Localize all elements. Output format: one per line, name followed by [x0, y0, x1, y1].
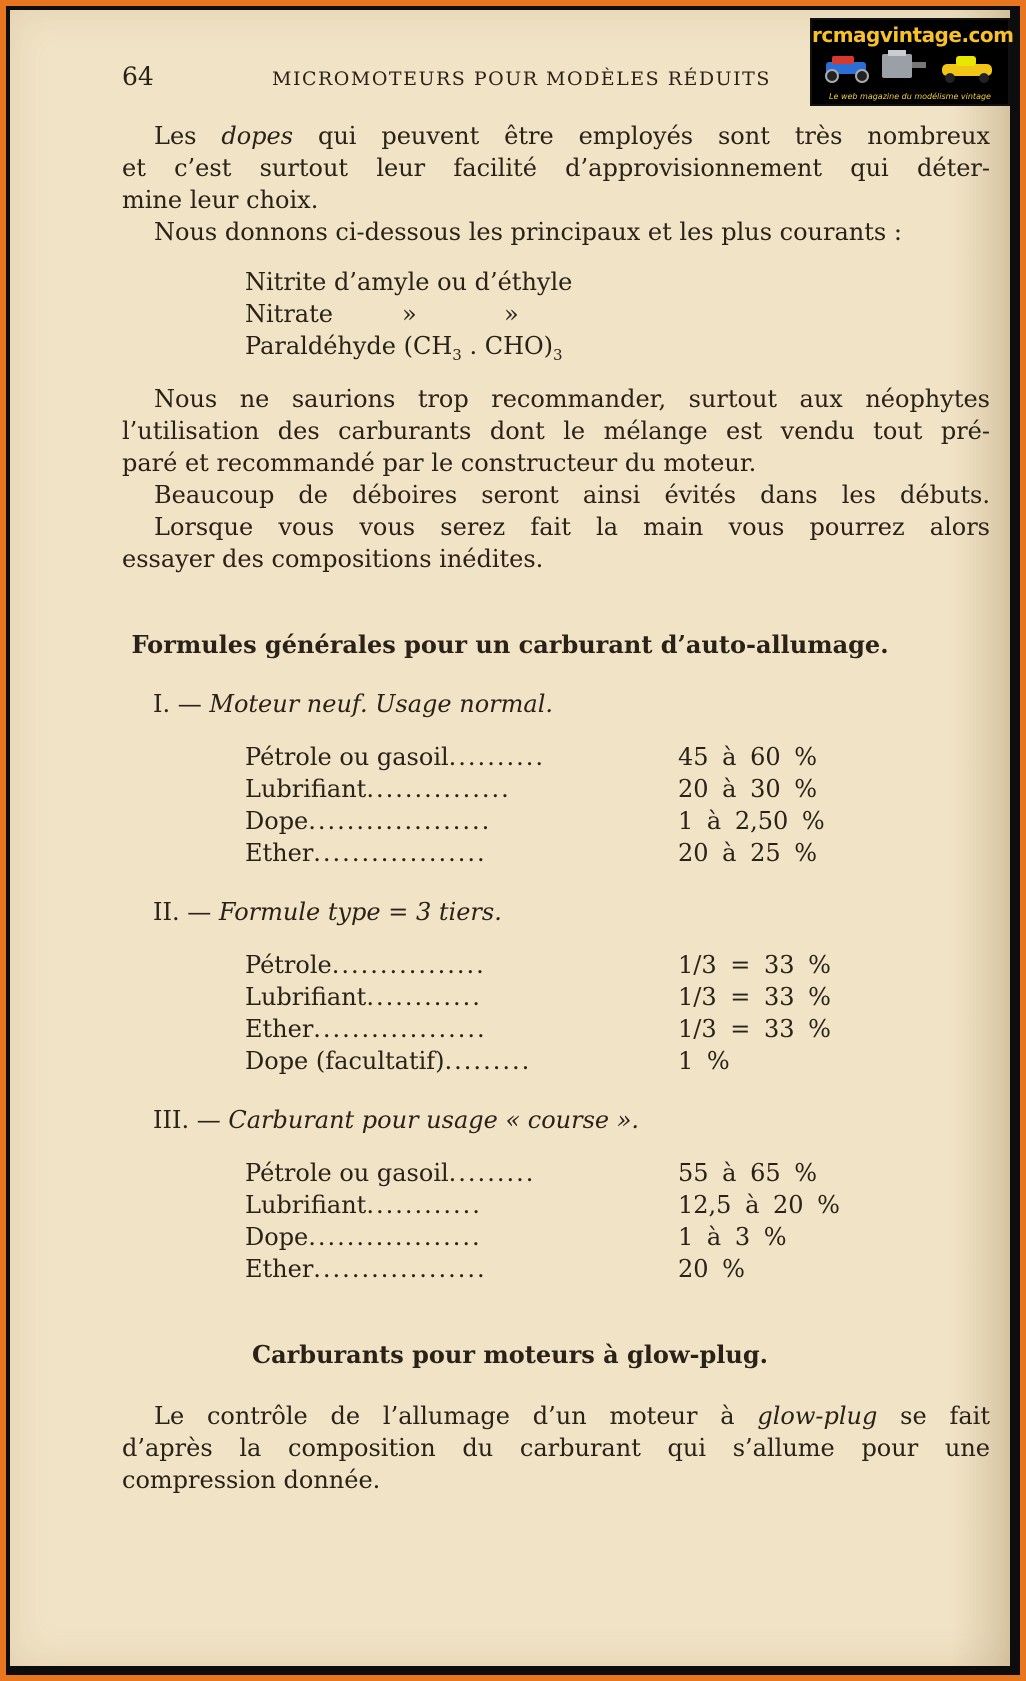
ditto-mark: »	[504, 300, 519, 328]
leader-dots: ...............	[366, 775, 511, 803]
section-number: I. —	[153, 690, 210, 718]
leader-dots: ............	[366, 1191, 482, 1219]
formula-row-label	[245, 983, 482, 1011]
ingredient-percentage: 1 %	[678, 1047, 730, 1075]
dope-item: Nitrite d’amyle ou d’éthyle	[245, 268, 573, 296]
ingredient-name: Dope (facultatif)	[245, 1047, 445, 1075]
glow-line-1	[122, 1400, 990, 1432]
running-title: MICROMOTEURS POUR MODÈLES RÉDUITS	[272, 68, 771, 90]
ingredient-name: Lubrifiant	[245, 775, 367, 803]
ingredient-name: Ether	[245, 1015, 314, 1043]
intro-line-4: Nous donnons ci-dessous les principaux et les plus courants :	[154, 218, 902, 246]
glow-line-3: compression donnée.	[122, 1466, 381, 1494]
dope-item	[245, 332, 563, 364]
leader-dots: .........	[444, 1047, 532, 1075]
ingredient-percentage: 55 à 65 %	[678, 1159, 818, 1187]
intro-line-3: mine leur choix.	[122, 186, 319, 214]
ingredient-name: Dope	[245, 1223, 309, 1251]
ingredient-percentage: 1/3 = 33 %	[678, 951, 831, 979]
section-number: II. —	[153, 898, 219, 926]
leader-dots: ............	[366, 983, 482, 1011]
ingredient-percentage: 20 à 25 %	[678, 839, 818, 867]
subscript: 3	[452, 345, 462, 364]
formula-row-label	[245, 1255, 487, 1283]
ingredient-name: Pétrole ou gasoil	[245, 1159, 449, 1187]
ingredient-percentage: 20 à 30 %	[678, 775, 818, 803]
leader-dots: ..................	[308, 1223, 482, 1251]
formula-row-label	[245, 1159, 535, 1187]
ingredient-percentage: 12,5 à 20 %	[678, 1191, 840, 1219]
formula-row-label	[245, 951, 486, 979]
intro-line-2: et c’est surtout leur facilité d’approvisionnement qui déter-	[122, 154, 990, 182]
intro-line-1	[122, 120, 990, 152]
formula-row-label	[245, 775, 511, 803]
advice-line-2: l’utilisation des carburants dont le mélange est vendu tout pré-	[122, 417, 990, 445]
watermark-site: rcmagvintage.com	[812, 23, 1014, 47]
formula-row-label	[245, 1015, 487, 1043]
dope-item-name: Paraldéhyde (CH	[245, 332, 453, 360]
section-heading: Formules générales pour un carburant d’auto-allumage.	[131, 630, 889, 659]
formula-row-label	[245, 1223, 482, 1251]
leader-dots: .........	[448, 1159, 536, 1187]
book-page	[10, 10, 1014, 1666]
formula-row-label	[245, 1191, 482, 1219]
leader-dots: ...................	[308, 807, 492, 835]
ingredient-name: Lubrifiant	[245, 1191, 367, 1219]
advice-line-5: Lorsque vous vous serez fait la main vous pourrez alors	[154, 513, 990, 541]
glow-plug-word: glow-plug	[757, 1402, 878, 1430]
ingredient-percentage: 1 à 3 %	[678, 1223, 787, 1251]
glow-text: Le contrôle de l’allumage d’un moteur à	[154, 1402, 758, 1430]
formula-section-title	[153, 1106, 639, 1134]
intro-text: qui peuvent être employés sont très nombreux	[293, 122, 990, 150]
glow-text: se fait	[877, 1402, 990, 1430]
formula-row-label	[245, 743, 545, 771]
advice-line-1: Nous ne saurions trop recommander, surtout aux néophytes	[154, 385, 990, 413]
ingredient-percentage: 1/3 = 33 %	[678, 983, 831, 1011]
advice-line-3: paré et recommandé par le constructeur du moteur.	[122, 449, 757, 477]
formula-row-label	[245, 839, 487, 867]
dope-item	[245, 300, 519, 328]
section-title: Carburant pour usage « course ».	[228, 1106, 640, 1134]
advice-line-4: Beaucoup de déboires seront ainsi évités dans les débuts.	[154, 481, 990, 509]
ingredient-name: Ether	[245, 839, 314, 867]
leader-dots: ..................	[313, 839, 487, 867]
leader-dots: ..........	[448, 743, 545, 771]
watermark-tagline: Le web magazine du modélisme vintage	[829, 92, 991, 101]
page-number: 64	[122, 62, 154, 91]
section-heading: Carburants pour moteurs à glow-plug.	[252, 1340, 768, 1369]
ingredient-name: Ether	[245, 1255, 314, 1283]
glow-line-2: d’après la composition du carburant qui s’allume pour une	[122, 1434, 990, 1462]
dope-item-formula: . CHO)	[461, 332, 554, 360]
ingredient-name: Dope	[245, 807, 309, 835]
formula-section-title	[153, 898, 502, 926]
ingredient-percentage: 1/3 = 33 %	[678, 1015, 831, 1043]
intro-dopes-word: dopes	[221, 122, 294, 150]
formula-row-label	[245, 1047, 531, 1075]
leader-dots: ..................	[313, 1255, 487, 1283]
leader-dots: ................	[331, 951, 486, 979]
leader-dots: ..................	[313, 1015, 487, 1043]
ditto-mark: »	[402, 300, 417, 328]
rc-car-engine-logo-icon	[818, 48, 1002, 84]
ingredient-percentage: 45 à 60 %	[678, 743, 818, 771]
advice-line-6: essayer des compositions inédites.	[122, 545, 544, 573]
section-title: Formule type = 3 tiers.	[218, 898, 502, 926]
ingredient-percentage: 1 à 2,50 %	[678, 807, 825, 835]
ingredient-name: Pétrole ou gasoil	[245, 743, 449, 771]
ingredient-name: Lubrifiant	[245, 983, 367, 1011]
site-watermark	[810, 18, 1014, 106]
subscript: 3	[553, 345, 563, 364]
formula-section-title	[153, 690, 553, 718]
formula-row-label	[245, 807, 491, 835]
ingredient-name: Pétrole	[245, 951, 332, 979]
section-number: III. —	[153, 1106, 229, 1134]
intro-text: Les	[154, 122, 222, 150]
dope-item-name: Nitrate	[245, 300, 333, 328]
ingredient-percentage: 20 %	[678, 1255, 745, 1283]
section-title: Moteur neuf. Usage normal.	[209, 690, 554, 718]
